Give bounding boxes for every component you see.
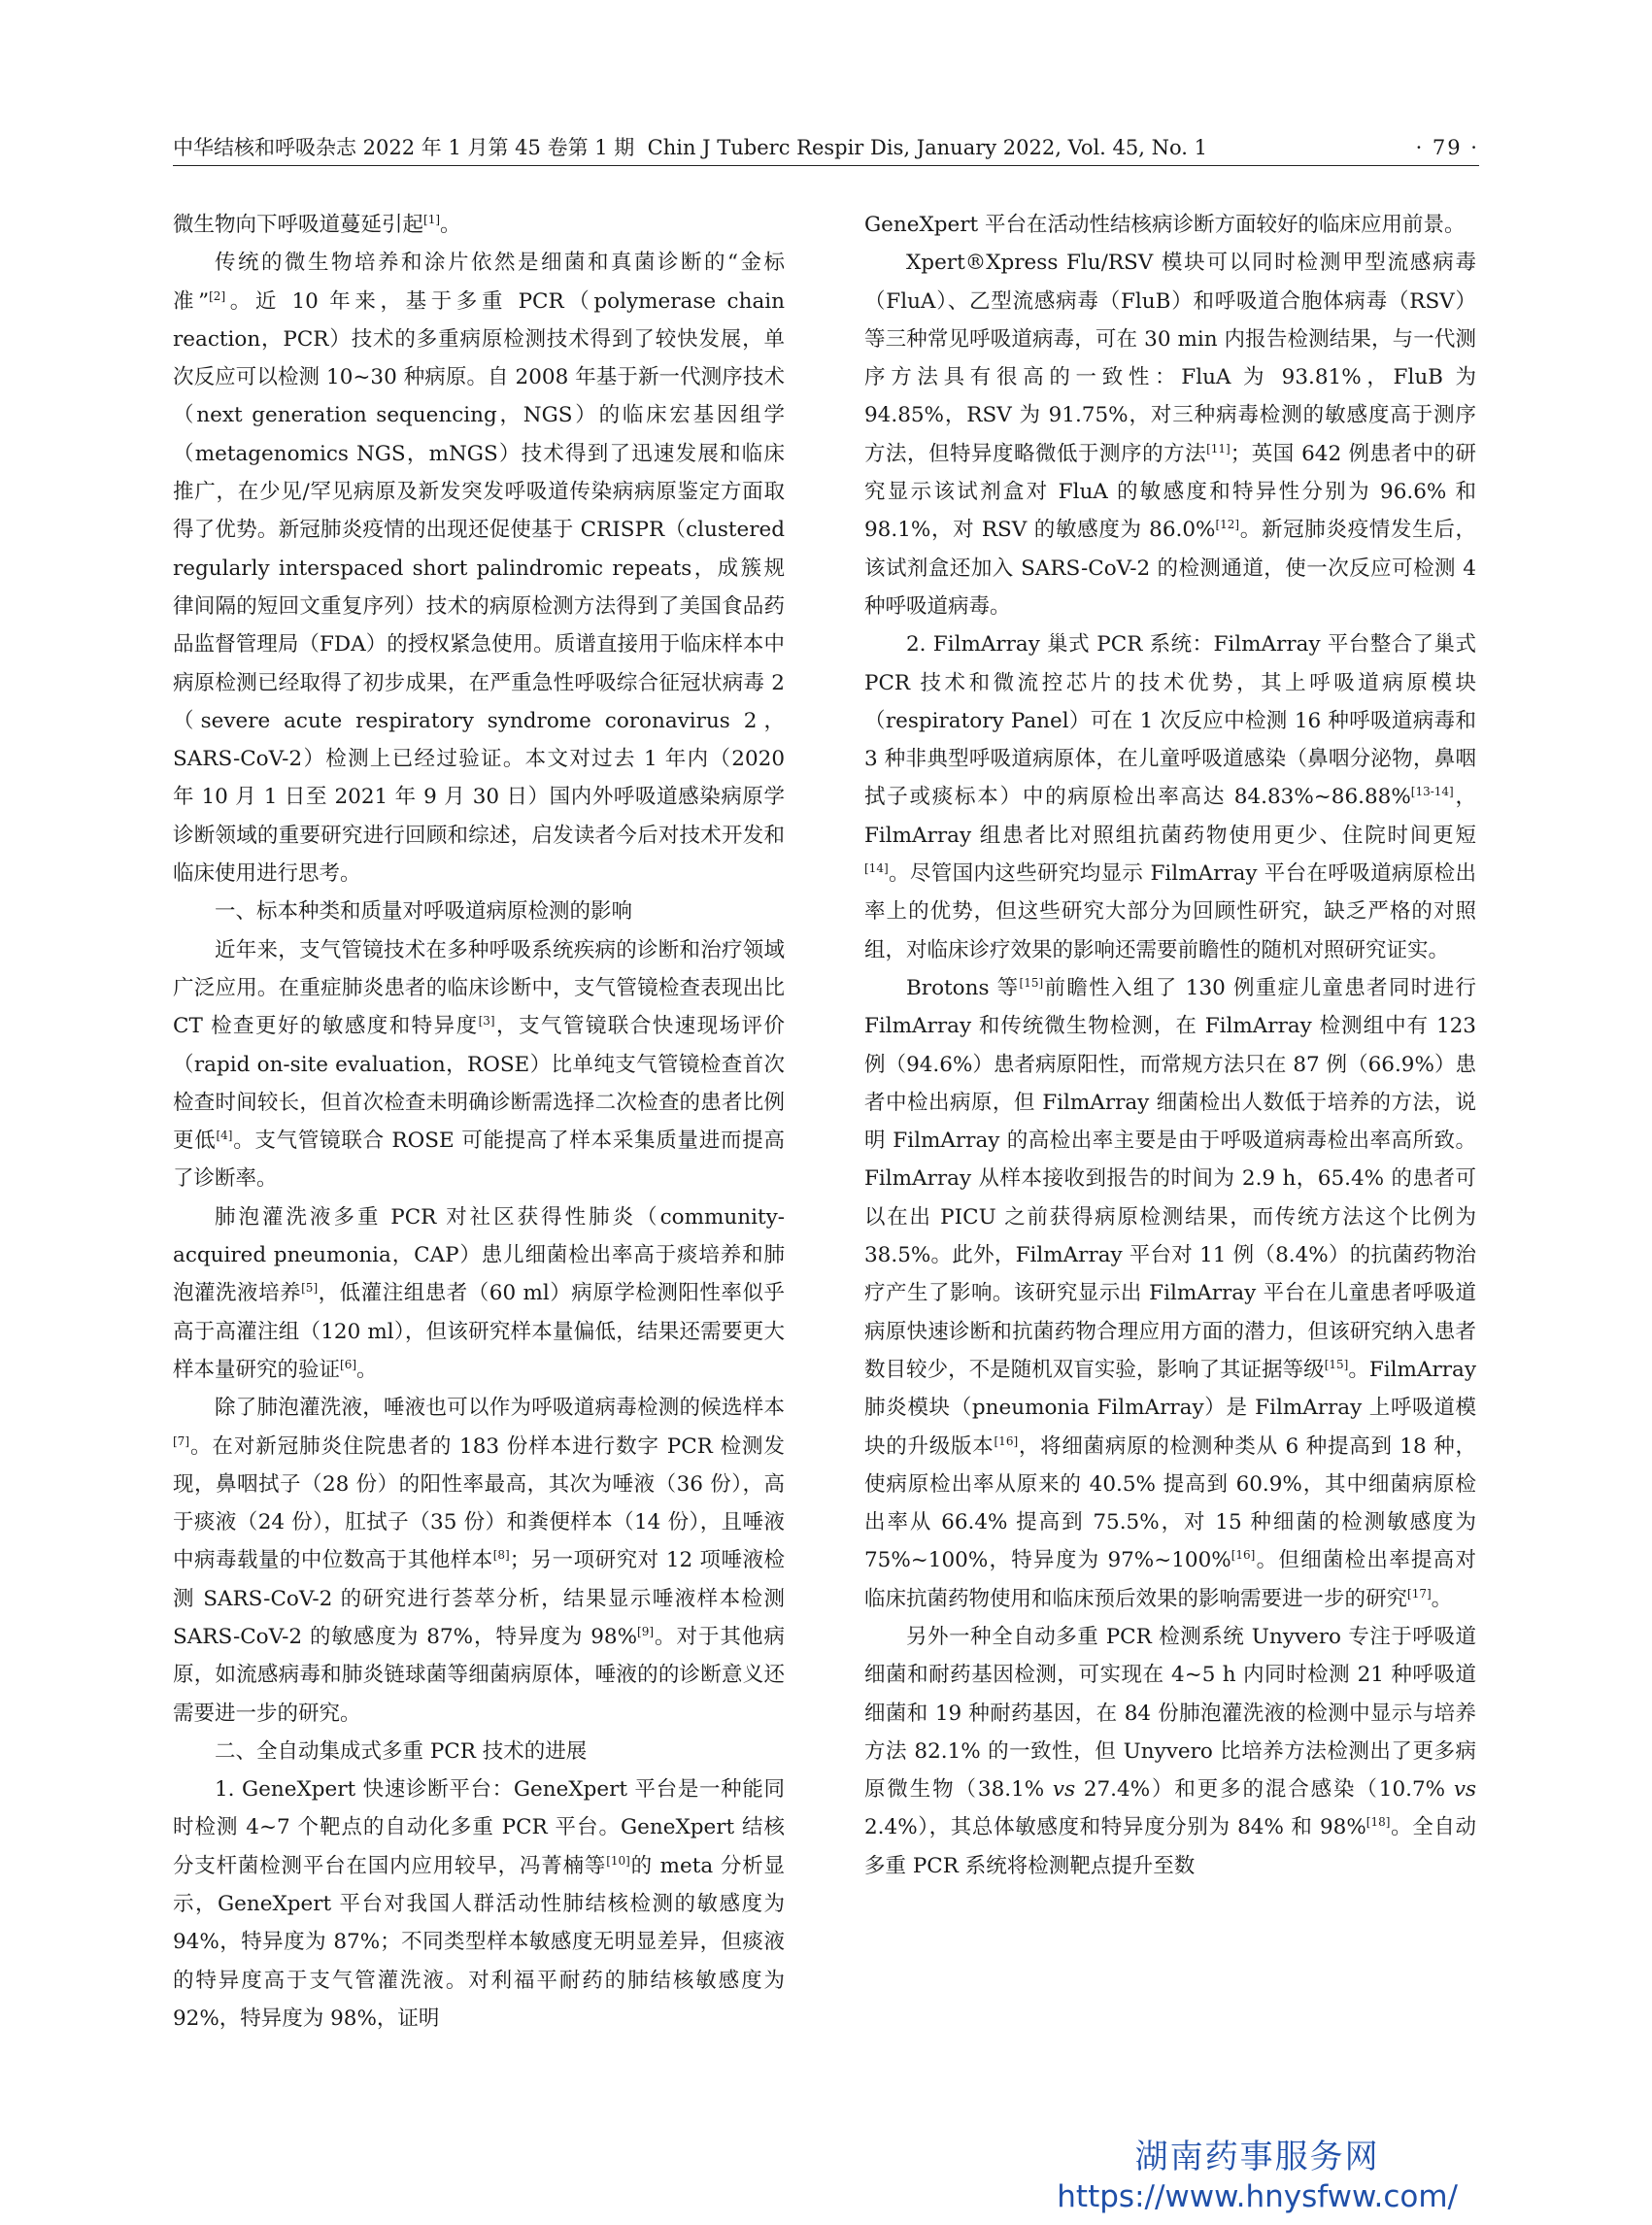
- text: 。FilmArray 肺炎模块（pneumonia FilmArray）是 FilmArray 上呼吸道模块的升级版本: [864, 1357, 1476, 1459]
- watermark: [1057, 2137, 1458, 2216]
- text: 。: [1431, 1586, 1453, 1611]
- right-column: [864, 206, 1476, 1885]
- text: ；另一项研究对 12 项唾液检测 SARS-CoV-2 的研究进行荟萃分析，结果显示唾液样本检测 SARS-CoV-2 的敏感度为 87%，特异度为 98%: [173, 1548, 785, 1649]
- text: 传统的微生物培养和涂片依然是细菌和真菌诊断的“金标准”: [173, 251, 785, 314]
- citation: [2]: [209, 288, 226, 303]
- paragraph: [864, 625, 1476, 969]
- text: 近年来，支气管镜技术在多种呼吸系统疾病的诊断和治疗领域广泛应用。在重症肺炎患者的临床诊断中，支气管镜检查表现出比 CT 检查更好的敏感度和特异度: [173, 937, 785, 1039]
- citation: [18]: [1365, 1815, 1391, 1830]
- running-header: [173, 130, 1479, 166]
- citation: [5]: [301, 1281, 319, 1296]
- citation: [4]: [216, 1129, 233, 1143]
- journal-citation: [173, 130, 1207, 165]
- citation: [16]: [994, 1433, 1019, 1448]
- journal-name-en: Chin J Tuberc Respir Dis, January 2022, Vol. 45, No. 1: [647, 136, 1207, 159]
- watermark-url: https://www.hnysfww.com/: [1057, 2179, 1458, 2214]
- text: ，FilmArray 组患者比对照组抗菌药物使用更少、住院时间更短: [864, 785, 1476, 848]
- text: 1. GeneXpert 快速诊断平台：GeneXpert 平台是一种能同时检测 4~7 个靶点的自动化多重 PCR 平台。GeneXpert 结核分支杆菌检测平台在国内应用较早，冯菁楠等: [173, 1777, 785, 1878]
- text: ，低灌注组患者（60 ml）病原学检测阳性率似乎高于高灌注组（120 ml），但该研究样本量偏低，结果还需要更大样本量研究的验证: [173, 1281, 785, 1382]
- text: 。: [440, 213, 461, 237]
- versus-abbrev: vs: [1453, 1777, 1476, 1803]
- citation: [14]: [864, 861, 889, 876]
- citation: [13-14]: [1410, 785, 1454, 799]
- text: 。支气管镜联合 ROSE 可能提高了样本采集质量进而提高了诊断率。: [173, 1129, 785, 1192]
- page-number: · 79 ·: [1415, 136, 1479, 159]
- citation: [11]: [1206, 441, 1231, 455]
- paragraph: [864, 1618, 1476, 1885]
- text: ，支气管镜联合快速现场评价（rapid on-site evaluation，ROSE）比单纯支气管镜检查首次检查时间较长，但首次检查未明确诊断需选择二次检查的患者比例更低: [173, 1014, 785, 1154]
- text: 。对于其他病原，如流感病毒和肺炎链球菌等细菌病原体，唾液的的诊断意义还需要进一步的研究。: [173, 1624, 785, 1726]
- paragraph: [864, 969, 1476, 1618]
- watermark-site-name: 湖南药事服务网: [1134, 2138, 1380, 2176]
- paragraph: [173, 931, 785, 1198]
- text: 2. FilmArray 巢式 PCR 系统：FilmArray 平台整合了巢式 PCR 技术和微流控芯片的技术优势，其上呼吸道病原模块（respiratory Panel）可在 1 次反应中检测 16 种呼吸道病毒和 3 种非典型呼吸道病原体，在儿童呼吸道感染（鼻咽分泌物，鼻咽拭子或痰标本）中的病原检出率高达 84.83%~86.88%: [864, 632, 1476, 810]
- text: 。: [356, 1357, 378, 1382]
- text: 。近 10 年来，基于多重 PCR（polymerase chain reaction，PCR）技术的多重病原检测技术得到了较快发展，单次反应可以检测 10~30 种病原。自 2008 年基于新一代测序技术（next generation sequencing，NGS）的临床宏基因组学（metagenomics NGS，mNGS）技术得到了迅速发展和临床推广，在少见/罕见病原及新发突发呼吸道传染病病原鉴定方面取得了优势。新冠肺炎疫情的出现还促使基于 CRISPR（clustered regularly interspaced short palindromic repeats，成簇规律间隔的短回文重复序列）技术的病原检测方法得到了美国食品药品监督管理局（FDA）的授权紧急使用。质谱直接用于临床样本中病原检测已经取得了初步成果，在严重急性呼吸综合征冠状病毒 2（severe acute respiratory syndrome coronavirus 2，SARS-CoV-2）检测上已经过验证。本文对过去 1 年内（2020 年 10 月 1 日至 2021 年 9 月 30 日）国内外呼吸道感染病原学诊断领域的重要研究进行回顾和综述，启发读者今后对技术开发和临床使用进行思考。: [173, 288, 785, 887]
- text: 。新冠肺炎疫情发生后，该试剂盒还加入 SARS-CoV-2 的检测通道，使一次反应可检测 4 种呼吸道病毒。: [864, 518, 1476, 619]
- text: 的 meta 分析显示，GeneXpert 平台对我国人群活动性肺结核检测的敏感度为 94%，特异度为 87%；不同类型样本敏感度无明显差异，但痰液的特异度高于支气管灌洗液。对利福平耐药的肺结核敏感度为 92%，特异度为 98%，证明: [173, 1853, 785, 2031]
- journal-name-cn: 中华结核和呼吸杂志 2022 年 1 月第 45 卷第 1 期: [173, 136, 635, 159]
- citation: [9]: [637, 1624, 655, 1638]
- citation: [7]: [173, 1433, 189, 1448]
- paragraph: [173, 244, 785, 893]
- text: 27.4%）和更多的混合感染（10.7%: [1075, 1777, 1454, 1803]
- versus-abbrev: vs: [1052, 1777, 1076, 1803]
- citation: [1]: [423, 213, 441, 226]
- text: 。在对新冠肺炎住院患者的 183 份样本进行数字 PCR 检测发现，鼻咽拭子（28 份）的阳性率最高，其次为唾液（36 份），高于痰液（24 份），肛拭子（35 份）和粪便样本（14 份），且唾液中病毒载量的中位数高于其他样本: [173, 1433, 785, 1573]
- text: Xpert®Xpress Flu/RSV 模块可以同时检测甲型流感病毒（FluA）、乙型流感病毒（FluB）和呼吸道合胞体病毒（RSV）等三种常见呼吸道病毒，可在 30 min 内报告检测结果，与一代测序方法具有很高的一致性：FluA 为 93.81%，FluB 为 94.85%，RSV 为 91.75%，对三种病毒检测的敏感度高于测序方法，但特异度略微低于测序的方法: [864, 251, 1476, 466]
- text: 肺泡灌洗液多重 PCR 对社区获得性肺炎（community-acquired pneumonia，CAP）患儿细菌检出率高于痰培养和肺泡灌洗液培养: [173, 1204, 785, 1306]
- text: 。但细菌检出率提高对临床抗菌药物使用和临床预后效果的影响需要进一步的研究: [864, 1548, 1476, 1611]
- left-column: [173, 206, 785, 2038]
- text: 前瞻性入组了 130 例重症儿童患者同时进行 FilmArray 和传统微生物检测，在 FilmArray 检测组中有 123 例（94.6%）患者病原阳性，而常规方法只在 87 例（66.9%）患者中检出病原，但 FilmArray 细菌检出人数低于培养的方法，说明 FilmArray 的高检出率主要是由于呼吸道病毒检出率高所致。FilmArray 从样本接收到报告的时间为 2.9 h，65.4% 的患者可以在出 PICU 之前获得病原检测结果，而传统方法这个比例为 38.5%。此外，FilmArray 平台对 11 例（8.4%）的抗菌药物治疗产生了影响。该研究显示出 FilmArray 平台在儿童患者呼吸道病原快速诊断和抗菌药物合理应用方面的潜力，但该研究纳入患者数目较少，不是随机双盲实验，影响了其证据等级: [864, 975, 1476, 1382]
- text: Brotons 等: [906, 975, 1020, 1000]
- citation: [3]: [478, 1014, 495, 1028]
- citation: [6]: [340, 1357, 357, 1371]
- text: 除了肺泡灌洗液，唾液也可以作为呼吸道病毒检测的候选样本: [215, 1396, 785, 1421]
- citation: [17]: [1407, 1586, 1432, 1601]
- citation: [12]: [1215, 518, 1240, 532]
- text: 。尽管国内这些研究均显示 FilmArray 平台在呼吸道病原检出率上的优势，但这些研究大部分为回顾性研究，缺乏严格的对照组，对临床诊疗效果的影响还需要前瞻性的随机对照研究证实。: [864, 861, 1476, 962]
- section-heading: 二、全自动集成式多重 PCR 技术的进展: [215, 1738, 588, 1764]
- paragraph: [173, 1389, 785, 1733]
- paragraph: [173, 1198, 785, 1389]
- citation: [15]: [1019, 975, 1044, 990]
- paragraph: [864, 244, 1476, 625]
- paragraph: [173, 1770, 785, 2038]
- citation: [15]: [1324, 1357, 1349, 1371]
- text: 另外一种全自动多重 PCR 检测系统 Unyvero 专注于呼吸道细菌和耐药基因检测，可实现在 4~5 h 内同时检测 21 种呼吸道细菌和 19 种耐药基因，在 84 份肺泡灌洗液的检测中显示与培养方法 82.1% 的一致性，但 Unyvero 比培养方法检测出了更多病原微生物（38.1%: [864, 1624, 1476, 1803]
- citation: [8]: [492, 1548, 510, 1563]
- text: 。全自动多重 PCR 系统将检测靶点提升至数: [864, 1815, 1476, 1878]
- text: ；英国 642 例患者中的研究显示该试剂盒对 FluA 的敏感度和特异性分别为 96.6% 和 98.1%，对 RSV 的敏感度为 86.0%: [864, 441, 1476, 543]
- paragraph: [173, 206, 785, 244]
- text: 微生物向下呼吸道蔓延引起: [173, 213, 424, 237]
- section-heading: 一、标本种类和质量对呼吸道病原检测的影响: [215, 899, 633, 925]
- text: ，将细菌病原的检测种类从 6 种提高到 18 种，使病原检出率从原来的 40.5% 提高到 60.9%，其中细菌病原检出率从 66.4% 提高到 75.5%，对 15 种细菌的检测敏感度为 75%~100%，特异度为 97%~100%: [864, 1433, 1476, 1573]
- citation: [10]: [606, 1853, 630, 1868]
- paragraph: GeneXpert 平台在活动性结核病诊断方面较好的临床应用前景。: [864, 213, 1466, 237]
- citation: [16]: [1231, 1548, 1256, 1563]
- text: 2.4%），其总体敏感度和特异度分别为 84% 和 98%: [864, 1815, 1366, 1840]
